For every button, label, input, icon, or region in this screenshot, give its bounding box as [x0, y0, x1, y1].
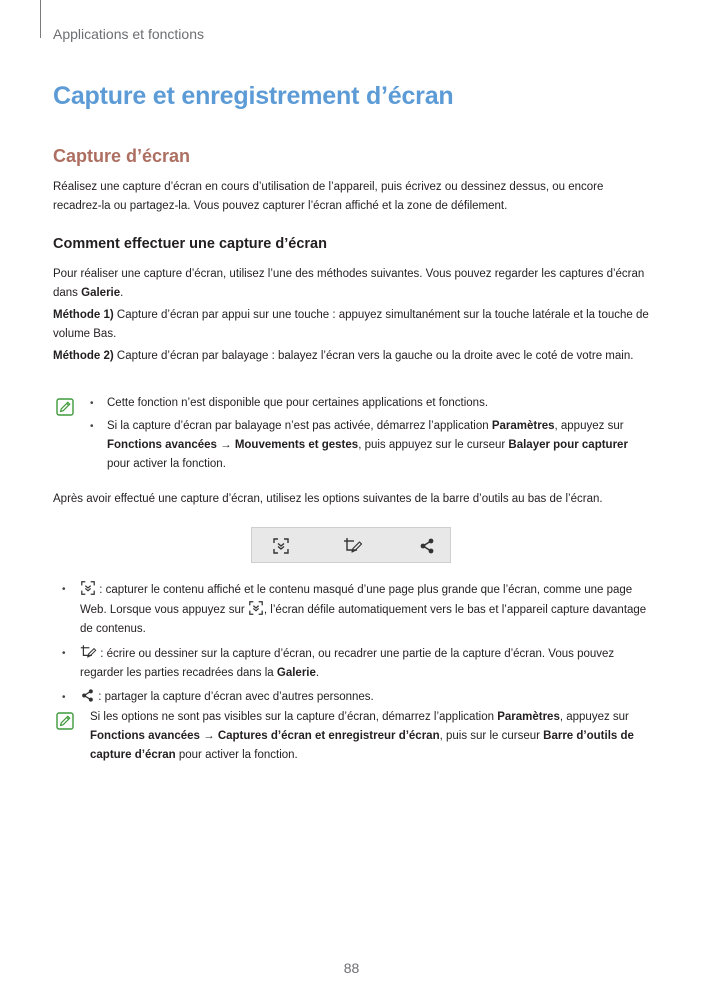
scroll-capture-icon	[248, 600, 264, 616]
method-2-text: Capture d’écran par balayage : balayez l’écran vers la gauche ou la droite avec le coté de votre main.	[113, 350, 634, 362]
note-text: Si les options ne sont pas visibles sur la capture d’écran, démarrez l’application	[90, 711, 498, 723]
note-icon	[56, 398, 74, 416]
method-1-label: Méthode 1)	[53, 309, 114, 321]
arrow-separator: →	[199, 730, 218, 742]
after-text: Après avoir effectué une capture d’écran, utilisez les options suivantes de la barre d’outils au bas de l’écran.	[53, 493, 603, 505]
page-number: 88	[343, 960, 360, 976]
note-item: • Cette fonction n’est disponible que pour certaines applications et fonctions.	[88, 394, 650, 413]
gallery-label: Galerie	[81, 287, 121, 299]
section-title: Capture d’écran	[53, 146, 191, 166]
method-1	[53, 306, 653, 344]
advanced-features-label: Fonctions avancées	[90, 730, 200, 742]
option-draw-crop	[62, 644, 652, 683]
running-head: Applications et fonctions	[53, 26, 204, 42]
howto-p1-end: .	[120, 287, 124, 299]
note-item	[88, 417, 650, 474]
options-list	[62, 580, 652, 712]
share-icon[interactable]	[418, 537, 436, 555]
howto-paragraph	[53, 265, 653, 303]
note-icon	[56, 712, 74, 730]
palm-swipe-label: Balayer pour capturer	[508, 439, 628, 451]
header-rule	[40, 0, 41, 38]
note-list	[88, 394, 650, 478]
method-2	[53, 347, 653, 366]
note-text: pour activer la fonction.	[107, 458, 226, 470]
settings-label: Paramètres	[491, 420, 555, 432]
intro-text: Réalisez une capture d’écran en cours d’utilisation de l’appareil, puis écrivez ou dessinez dessus, ou encore recadrez-la ou partagez-la. Vous pouvez capturer l’écran affiché et la zone de défilement.	[53, 181, 604, 212]
note-text: pour activer la fonction.	[175, 749, 298, 761]
method-2-label: Méthode 2)	[53, 350, 114, 362]
settings-label: Paramètres	[497, 711, 560, 723]
option-text: .	[315, 667, 320, 679]
note-text: , puis sur le curseur	[439, 730, 544, 742]
note-text: , puis appuyez sur le curseur	[358, 439, 509, 451]
method-1-text: Capture d’écran par appui sur une touche : appuyez simultanément sur la touche latérale et la touche de volume Bas.	[53, 309, 649, 340]
screenshot-toolbar-label: Barre d’outils de capture d’écran	[90, 730, 634, 761]
howto-body	[53, 265, 653, 366]
draw-crop-icon[interactable]	[343, 537, 363, 555]
motions-gestures-label: Mouvements et gestes	[234, 439, 359, 451]
advanced-features-label: Fonctions avancées	[107, 439, 217, 451]
share-icon	[80, 688, 95, 703]
option-text: : capturer le contenu affiché et le contenu masqué d’une page plus grande que l’écran, comme une page Web. Lorsque vous appuyez sur	[80, 584, 633, 616]
option-share	[62, 688, 652, 707]
howto-p1-text: Pour réaliser une capture d’écran, utilisez l’une des méthodes suivantes. Vous pouvez regarder les captures d’écran dans	[53, 268, 645, 299]
draw-crop-icon	[80, 644, 97, 660]
note-text: Si la capture d’écran par balayage n’est pas activée, démarrez l’application	[107, 420, 492, 432]
screenshots-recorder-label: Captures d’écran et enregistreur d’écran	[217, 730, 440, 742]
chapter-title: Capture et enregistrement d’écran	[53, 82, 454, 110]
scroll-capture-icon[interactable]	[272, 537, 290, 555]
gallery-label: Galerie	[276, 667, 316, 679]
scroll-capture-icon	[80, 580, 96, 596]
after-paragraph	[53, 490, 653, 509]
option-text: , l’écran défile automatiquement vers le bas et l’appareil capture davantage de contenus.	[80, 604, 647, 635]
option-scroll-capture	[62, 580, 652, 639]
note-text: , appuyez sur	[554, 420, 624, 432]
capture-toolbar	[251, 527, 451, 563]
option-text: : écrire ou dessiner sur la capture d’écran, ou recadrer une partie de la capture d’écran. Vous pouvez regarder les parties recadrées dans la	[80, 648, 615, 679]
note-2	[90, 708, 650, 765]
howto-heading: Comment effectuer une capture d’écran	[53, 236, 327, 252]
option-text: : partager la capture d’écran avec d’autres personnes.	[95, 691, 374, 703]
note-text: , appuyez sur	[559, 711, 629, 723]
intro-paragraph	[53, 178, 653, 216]
arrow-separator: →	[216, 439, 235, 451]
